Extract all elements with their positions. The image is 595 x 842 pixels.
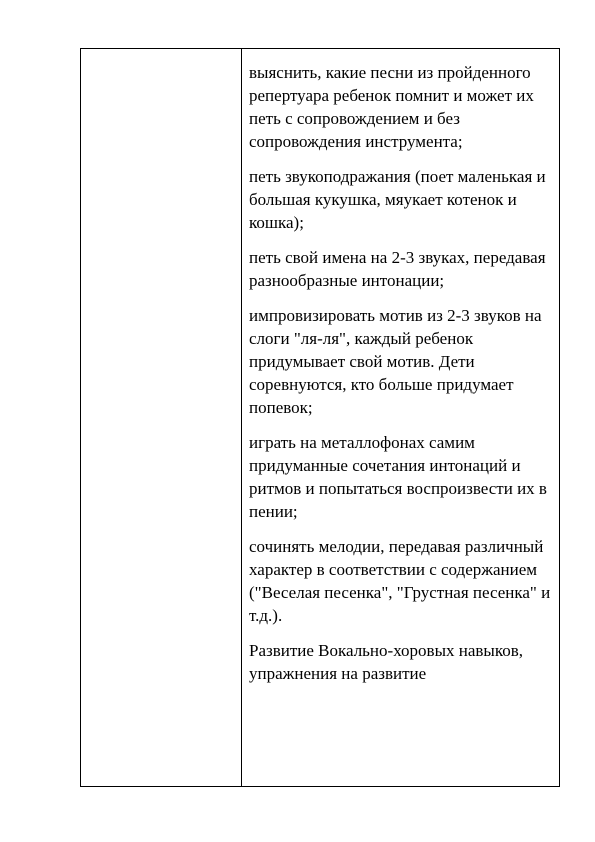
paragraph-sing-names: петь свой имена на 2-3 звуках, передавая разнообразные интонации; [249,248,546,290]
paragraph-onomatopoeia: петь звукоподражания (поет маленькая и большая кукушка, мяукает котенок и кошка); [249,167,546,232]
paragraph-improvise-motif: импровизировать мотив из 2-3 звуков на слоги "ля-ля", каждый ребенок придумывает свой мотив. Дети соревнуются, кто больше придумает попевок; [249,306,542,417]
document-table [80,48,560,787]
paragraph-compose-melodies: сочинять мелодии, передавая различный характер в соответствии с содержанием ("Веселая песенка", "Грустная песенка" и т.д.). [249,537,551,625]
table-row [81,49,560,787]
right-cell [242,49,560,787]
left-cell [81,49,242,787]
left-cell-text [81,49,241,61]
paragraph-repertoire-check: выяснить, какие песни из пройденного репертуара ребенок помнит и может их петь с сопровождением и без сопровождения инструмента; [249,63,534,151]
paragraph-vocal-skills: Развитие Вокально-хоровых навыков, упражнения на развитие [249,641,524,683]
paragraph-metallophone: играть на металлофонах самим придуманные сочетания интонаций и ритмов и попытаться воспроизвести их в пении; [249,433,547,521]
